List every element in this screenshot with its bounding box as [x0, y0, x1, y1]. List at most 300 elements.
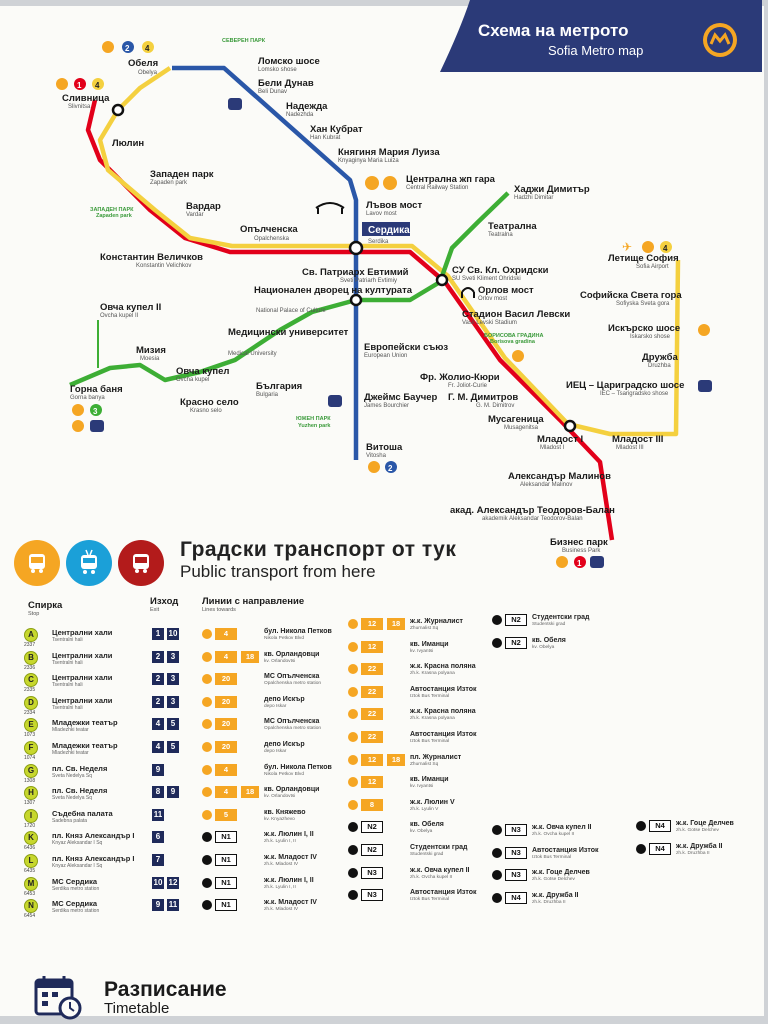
bus-icon: [202, 697, 212, 707]
line-number-badge: 12: [361, 754, 383, 766]
stop-letter-badge: N: [24, 899, 38, 913]
bus-icon: [348, 800, 358, 810]
destination-name-en: Studentski grad: [532, 622, 566, 627]
station-musagenitsa-en: Musagenitsa: [504, 425, 539, 431]
destination-name-en: kv. Orlandovtsi: [264, 794, 296, 800]
station-krasno-selo-en: Krasno selo: [190, 408, 222, 414]
stop-row: [24, 809, 214, 831]
bus-icon: [698, 324, 710, 336]
exit-number: 9: [152, 764, 164, 776]
station-ovcha2-en: Ovcha kupel II: [100, 313, 139, 319]
destination-name: кв. Иманци: [410, 640, 449, 648]
exit-number: 10: [168, 629, 178, 638]
transfer-serdika: [350, 242, 362, 254]
destination-name-en: Opalchenska metro station: [264, 681, 322, 687]
destination-name-en: zh.k. Ovcha kupel II: [410, 874, 453, 880]
stop-code: 2334: [24, 709, 36, 716]
station-medical: Медицински университет: [228, 327, 349, 338]
line-badge-4-label: 4: [95, 81, 100, 90]
stop-name: МС Сердика: [52, 876, 98, 886]
line-number-badge: N3: [505, 869, 527, 881]
destination-name-en: Iztok Bus Terminal: [410, 739, 450, 744]
station-nadezhda: Надежда: [286, 101, 328, 112]
station-bourchier-en: James Bourchier: [364, 403, 410, 409]
station-vitosha-en: Vitosha: [366, 453, 386, 459]
destination-name: ж.к. Младост IV: [264, 854, 317, 861]
stop-letter-badge: L: [24, 854, 38, 868]
stop-name-en: Knyaz Aleksandar I Sq: [52, 863, 103, 869]
destination-name: кв. Обеля: [532, 636, 566, 644]
bus-icon: [348, 777, 358, 787]
station-stadium: Стадион Васил Левски: [462, 309, 571, 320]
station-nadezhda-en: Nadezhda: [286, 112, 314, 118]
destination-name-en: kv. Knyazhevo: [264, 816, 295, 822]
park-zapaden: ЗАПАДЕН ПАРК: [90, 207, 134, 213]
line-number-badge: N1: [215, 831, 237, 843]
station-moesia: Мизия: [136, 345, 166, 356]
stop-row: [24, 741, 214, 763]
exit-number: 3: [167, 673, 179, 685]
destination-name: кв. Орландовци: [264, 786, 320, 794]
stop-name: Съдебна палата: [52, 808, 113, 818]
park-yuzhen-sub: Yuzhen park: [298, 423, 331, 429]
stop-code: 6454: [24, 913, 36, 920]
stop-code: 1073: [24, 732, 36, 739]
night-bus-icon: [492, 615, 502, 625]
station-joliot-curie: Фр. Жолио-Кюри: [420, 372, 500, 383]
line-number-badge: N3: [505, 847, 527, 859]
line-number-badge: 4: [215, 786, 237, 798]
station-ndk: Национален дворец на културата: [254, 285, 413, 296]
stop-row: [24, 696, 214, 718]
stop-row: [24, 877, 214, 899]
destination-name: Студентски град: [410, 844, 468, 851]
destination-name: ж.к. Люлин V: [410, 798, 455, 806]
bus-icon: [348, 709, 358, 719]
stop-row: [24, 764, 214, 786]
bridge-icon: [316, 203, 344, 214]
exit-number: 3: [167, 696, 179, 708]
station-ovcha2: Овча купел II: [100, 302, 162, 313]
train-icon: [228, 98, 242, 110]
bus-icon: [348, 755, 358, 765]
line-number-badge: 4: [215, 651, 237, 663]
station-gorna-banya-en: Gorna banya: [70, 395, 105, 401]
station-business-park: Бизнес парк: [550, 537, 608, 548]
station-ovcha-kupel-en: Ovcha kupel: [176, 377, 210, 383]
destination-name: ж.к. Овча купел II: [532, 824, 592, 831]
station-lomsko: Ломско шосе: [258, 56, 320, 67]
destination-name-en: zh.k. Lyulin I, II: [264, 839, 296, 845]
station-airport-en: Sofia Airport: [636, 264, 669, 270]
destination-name-en: Iztok Bus Terminal: [410, 897, 450, 903]
destination-name: бул. Никола Петков: [264, 628, 332, 635]
line-number-badge: 20: [215, 673, 237, 685]
destination-name: Автостанция Изток: [410, 685, 477, 693]
station-zapaden-park-en: Zapaden park: [150, 180, 188, 186]
station-maria-luiza: Княгиня Мария Луиза: [338, 147, 440, 158]
line-number-badge: N2: [505, 614, 527, 626]
night-bus-icon: [348, 890, 358, 900]
station-iec-en: IEC – Tsarigradsko shose: [600, 391, 669, 397]
station-central-station-en: Central Railway Station: [406, 185, 469, 191]
timetable-title: Разписание: [104, 978, 227, 1001]
station-velichkov-en: Konstantin Velichkov: [136, 263, 192, 269]
stop-row: [24, 628, 214, 650]
station-moesia-en: Moesia: [140, 356, 160, 362]
night-bus-icon: [492, 893, 502, 903]
stop-name-en: Sadebna palata: [52, 817, 88, 824]
station-serdika-en: Serdika: [368, 239, 389, 245]
night-bus-icon: [348, 868, 358, 878]
airplane-icon: ✈: [622, 240, 633, 254]
exit-number: 1: [152, 628, 164, 640]
metro-logo-icon: [368, 461, 380, 473]
line-badge-2-label: 2: [388, 464, 393, 473]
destination-name: ж.к. Гоце Делчев: [532, 869, 590, 877]
bus-icon: [202, 652, 212, 662]
station-iskarsko: Искърско шосе: [608, 323, 681, 334]
stop-code: 6453: [24, 890, 36, 897]
bus-icon: [202, 629, 212, 639]
line-number-badge: 4: [215, 628, 237, 640]
station-lyulin: Люлин: [112, 138, 145, 149]
destination-name: ж.к. Люлин I, II: [264, 876, 314, 884]
bus-icon: [348, 642, 358, 652]
col-exit-header-en: Exit: [150, 607, 160, 613]
station-han-kubrat: Хан Кубрат: [310, 124, 363, 135]
station-obelya: Обеля: [128, 58, 159, 69]
stop-name-en: Mladezhki teatar: [52, 727, 89, 734]
station-mladost1-en: Mladost I: [540, 445, 565, 451]
line-number-badge: 4: [215, 764, 237, 776]
col-stop-header: Спирка: [28, 600, 63, 611]
trolleybus-icon: [66, 540, 112, 586]
station-su: СУ Св. Кл. Охридски: [452, 265, 549, 276]
destination-name-en: kv. Ivyantsi: [410, 648, 434, 654]
stop-row: [24, 673, 214, 695]
stop-code: 6436: [24, 845, 36, 852]
station-gm-dimitrov: Г. М. Димитров: [448, 392, 519, 403]
line-number-badge: 18: [241, 651, 259, 663]
station-orlov-most: Орлов мост: [478, 285, 534, 296]
line-number-badge: N4: [505, 892, 527, 904]
station-evtimiy: Св. Патриарх Евтимий: [302, 267, 409, 278]
bus-icon: [202, 765, 212, 775]
stop-letter-badge: G: [24, 764, 38, 778]
line-badge-4-label: 4: [145, 44, 150, 53]
stop-name: Младежки театър: [52, 741, 118, 750]
station-lomsko-en: Lomsko shose: [258, 67, 297, 73]
stop-name: пл. Св. Неделя: [52, 763, 108, 773]
line-number-badge: N1: [215, 877, 237, 889]
station-druzhba: Дружба: [642, 352, 678, 363]
station-joliot-curie-en: Fr. Joliot-Curie: [448, 383, 488, 389]
exit-number: 11: [168, 900, 178, 910]
station-european-union-en: European Union: [364, 353, 408, 359]
station-opalchenska-en: Opalchenska: [254, 236, 290, 242]
stop-name-en: Sveta Nedelya Sq: [52, 795, 93, 802]
destination-name-en: kv. Ivyantsi: [410, 784, 434, 790]
park-borisova-sub: Borisova gradina: [490, 339, 535, 345]
station-evtimiy-en: Sveti Patriarh Evtimiy: [340, 278, 398, 284]
station-vitosha: Витоша: [366, 442, 403, 453]
station-medical-en: Medical University: [228, 351, 277, 357]
stop-name-en: Sveta Nedelya Sq: [52, 772, 93, 779]
stop-letter-badge: F: [24, 741, 38, 755]
vitosha-line-badges: [368, 461, 397, 473]
line-badge-2-label: 2: [125, 44, 130, 53]
line-number-badge: N1: [215, 899, 237, 911]
park-borisova: БОРИСОВА ГРАДИНА: [484, 333, 544, 339]
transfer-su: [437, 275, 447, 285]
destination-name: ж.к. Дружба II: [676, 842, 723, 850]
col-lines-header-en: Lines towards: [202, 607, 236, 613]
stop-code: 2335: [24, 687, 36, 694]
gorna-banya-line-badges: [72, 404, 104, 432]
line-number-badge: 12: [361, 641, 383, 653]
stop-letter-badge: I: [24, 809, 38, 823]
night-bus-icon: [492, 870, 502, 880]
exit-number: 9: [167, 786, 179, 798]
stop-name: Централни хали: [52, 628, 113, 637]
night-bus-icon: [202, 855, 212, 865]
bus-icon: [365, 176, 379, 190]
stop-letter-badge: M: [24, 877, 38, 891]
station-hadzhi-dimitar-en: Hadzhi Dimitar: [514, 195, 554, 201]
line-number-badge: N3: [361, 867, 383, 879]
night-bus-icon: [636, 844, 646, 854]
destination-name-en: zh.k. Ovcha kupel II: [532, 832, 575, 837]
night-bus-icon: [636, 821, 646, 831]
stop-row: [24, 899, 214, 921]
station-bulgaria: България: [256, 381, 303, 392]
col-exit-header: Изход: [150, 596, 179, 607]
destination-name-en: zh.k. Mladost IV: [264, 862, 299, 867]
bus-icon: [202, 742, 212, 752]
public-transport-header: [14, 536, 754, 584]
station-serdika: Сердика: [368, 225, 410, 236]
station-teodorov-balan: акад. Александър Теодоров-Балан: [450, 505, 615, 516]
destination-name: кв. Орландовци: [264, 650, 320, 658]
station-lavov-most: Лъвов мост: [366, 200, 423, 211]
stop-letter-badge: K: [24, 831, 38, 845]
stop-code: 1074: [24, 755, 36, 761]
exit-number: 10: [153, 877, 163, 887]
exit-number: 3: [167, 651, 179, 663]
stop-name: пл. Княз Александър I: [52, 854, 135, 863]
destination-name-en: zh.k. Gotse Delchev: [532, 877, 575, 883]
station-bourchier: Джеймс Баучер: [364, 392, 438, 403]
metro-logo-icon: [72, 404, 84, 416]
bus-icon: [348, 687, 358, 697]
stop-code: 6435: [24, 868, 36, 874]
exit-number: 9: [152, 899, 164, 911]
destination-name-en: zh.k. Lyulin I, II: [264, 884, 296, 890]
station-teodorov-balan-en: akademik Aleksandar Teodorov-Balan: [482, 516, 583, 522]
destination-name: ж.к. Младост IV: [264, 899, 317, 907]
line-badge-4-label: 4: [663, 244, 668, 253]
station-opalchenska: Опълченска: [240, 224, 298, 235]
destination-name-en: depo Iskar: [264, 703, 287, 709]
station-ndk-en: National Palace of Culture: [256, 308, 326, 314]
line-number-badge: 12: [361, 776, 383, 788]
stop-name-en: Tsentralni hali: [52, 704, 83, 711]
transfer-ndk: [351, 295, 361, 305]
destination-name-en: Opalchenska metro station: [264, 726, 322, 732]
bus-icon: [348, 664, 358, 674]
station-central-station: Централна жп гара: [406, 174, 495, 185]
night-bus-icon: [348, 845, 358, 855]
line-number-badge: N4: [649, 843, 671, 855]
line-number-badge: N3: [505, 824, 527, 836]
destination-name: ж.к. Дружба II: [532, 891, 579, 899]
destination-name-en: Zhurnalist Sq: [410, 626, 439, 631]
destination-name: депо Искър: [264, 695, 305, 703]
destination-name: МС Опълченска: [264, 673, 320, 681]
stop-row: [24, 651, 214, 673]
destination-name-en: Nikola Petkov Blvd: [264, 636, 304, 641]
stop-name: пл. Княз Александър I: [52, 831, 135, 841]
line-number-badge: 18: [241, 786, 259, 798]
stop-name-en: Mladezhki teatar: [52, 750, 89, 756]
obelya-line-badges: [102, 41, 154, 53]
transport-title: Градски транспорт от тук: [180, 538, 457, 561]
destination-name: Студентски град: [532, 614, 590, 621]
destination-name-en: Nikola Petkov Blvd: [264, 771, 304, 777]
station-su-en: SU Sveti Kliment Ohridski: [452, 276, 521, 282]
bus-icon: [348, 732, 358, 742]
destination-name-en: kv. Orlandovtsi: [264, 658, 296, 664]
destination-name: кв. Княжево: [264, 808, 306, 816]
stop-letter-badge: C: [24, 673, 38, 687]
slivnitsa-line-badges: [56, 78, 104, 90]
line-badge-1-label: 1: [577, 559, 582, 568]
line-number-badge: N1: [215, 854, 237, 866]
destination-name-en: Studentski grad: [410, 852, 444, 857]
line-badge-3-label: 3: [93, 407, 98, 416]
timetable-section[interactable]: [34, 972, 334, 1022]
destination-name: МС Опълченска: [264, 718, 320, 726]
destination-name-en: zh.k. Druzhba II: [676, 850, 710, 856]
destination-name-en: Iztok Bus Terminal: [532, 854, 572, 860]
bus-icon: [348, 619, 358, 629]
destination-name: Автостанция Изток: [410, 889, 477, 897]
line-badge-1-label: 1: [77, 81, 82, 90]
destination-name: пл. Журналист: [410, 753, 462, 761]
destination-name-en: zh.k. Krasna polyana: [410, 671, 455, 677]
station-krasno-selo: Красно село: [180, 397, 239, 408]
park-yuzhen: ЮЖЕН ПАРК: [296, 416, 331, 422]
destination-name: ж.к. Журналист: [410, 618, 463, 625]
night-bus-icon: [202, 878, 212, 888]
exit-number: 4: [152, 741, 164, 753]
destination-name-en: Zhurnalist Sq: [410, 761, 439, 767]
stop-name-en: Serdika metro station: [52, 885, 100, 892]
line-number-badge: 18: [387, 618, 405, 630]
stop-name-en: Tsentralni hali: [52, 682, 83, 689]
station-slivnitsa: Сливница: [62, 93, 110, 104]
header-title-bg: Схема на метрото: [478, 21, 629, 40]
night-bus-icon: [348, 822, 358, 832]
station-maria-luiza-en: Knyaginya Maria Luiza: [338, 158, 399, 164]
destination-name-en: Iztok Bus Terminal: [410, 693, 450, 699]
exit-number: 4: [152, 718, 164, 730]
line-number-badge: 5: [215, 809, 237, 821]
destination-name-en: zh.k. Druzhba II: [532, 899, 566, 905]
night-bus-icon: [492, 848, 502, 858]
line-number-badge: 20: [215, 741, 237, 753]
train-icon: [90, 420, 104, 432]
col-stop-header-en: Stop: [28, 611, 40, 617]
metro-logo-icon: [703, 23, 737, 57]
destination-name: Автостанция Изток: [410, 731, 477, 738]
stop-letter-badge: H: [24, 786, 38, 800]
stop-letter-badge: A: [24, 628, 38, 642]
transfer-mladost1: [565, 421, 575, 431]
station-vardar: Вардар: [186, 201, 221, 212]
exit-number: 11: [153, 809, 163, 819]
destination-name: ж.к. Красна поляна: [410, 663, 476, 671]
stop-name-en: Serdika metro station: [52, 908, 100, 915]
station-teatralna-en: Teatralna: [488, 232, 513, 238]
station-gm-dimitrov-en: G. M. Dimitrov: [476, 403, 515, 409]
station-iec: ИЕЦ – Цариградско шосе: [566, 380, 685, 391]
stop-row: [24, 854, 214, 876]
line-number-badge: N4: [649, 820, 671, 832]
line-number-badge: 20: [215, 696, 237, 708]
line-number-badge: N3: [361, 889, 383, 901]
station-mladost3: Младост III: [612, 434, 664, 445]
park-zapaden-sub: Zapaden park: [96, 213, 132, 219]
station-druzhba-en: Druzhba: [648, 363, 671, 369]
line-number-badge: 12: [361, 618, 383, 630]
night-bus-icon: [492, 638, 502, 648]
metro-logo-icon: [56, 78, 68, 90]
station-malinov-en: Aleksandar Malinov: [520, 482, 573, 488]
station-bulgaria-en: Bulgaria: [256, 392, 279, 398]
line-number-badge: N2: [361, 844, 383, 856]
line-number-badge: 22: [361, 686, 383, 698]
station-vardar-en: Vardar: [186, 212, 204, 218]
station-iskarsko-en: Iskarsko shose: [630, 334, 671, 340]
station-orlov-most-en: Orlov most: [478, 296, 508, 302]
stop-name: Централни хали: [52, 673, 113, 683]
station-airport: Летище София: [608, 253, 679, 264]
transport-table: [10, 590, 755, 950]
stop-name: Централни хали: [52, 695, 113, 705]
station-mladost3-en: Mladost III: [616, 445, 644, 451]
col-lines-header: Линии с направление: [202, 596, 305, 607]
station-han-kubrat-en: Han Kubrat: [310, 135, 341, 141]
line-number-badge: 22: [361, 663, 383, 675]
transport-subtitle: Public transport from here: [180, 562, 376, 581]
metro-logo-icon: [642, 241, 654, 253]
line-number-badge: 8: [361, 799, 383, 811]
stop-row: [24, 831, 214, 853]
calendar-icon: [34, 974, 82, 1020]
station-zapaden-park: Западен парк: [150, 169, 214, 180]
destination-name: Автостанция Изток: [532, 846, 599, 854]
exit-number: 7: [152, 854, 164, 866]
destination-name: ж.к. Овча купел II: [410, 866, 470, 874]
line-number-badge: N2: [361, 821, 383, 833]
destination-name: кв. Обеля: [410, 821, 444, 829]
station-obelya-en: Obelya: [138, 70, 158, 76]
destination-name: ж.к. Красна поляна: [410, 708, 476, 716]
line-number-badge: N2: [505, 637, 527, 649]
park-severen: СЕВЕРЕН ПАРК: [222, 38, 266, 44]
